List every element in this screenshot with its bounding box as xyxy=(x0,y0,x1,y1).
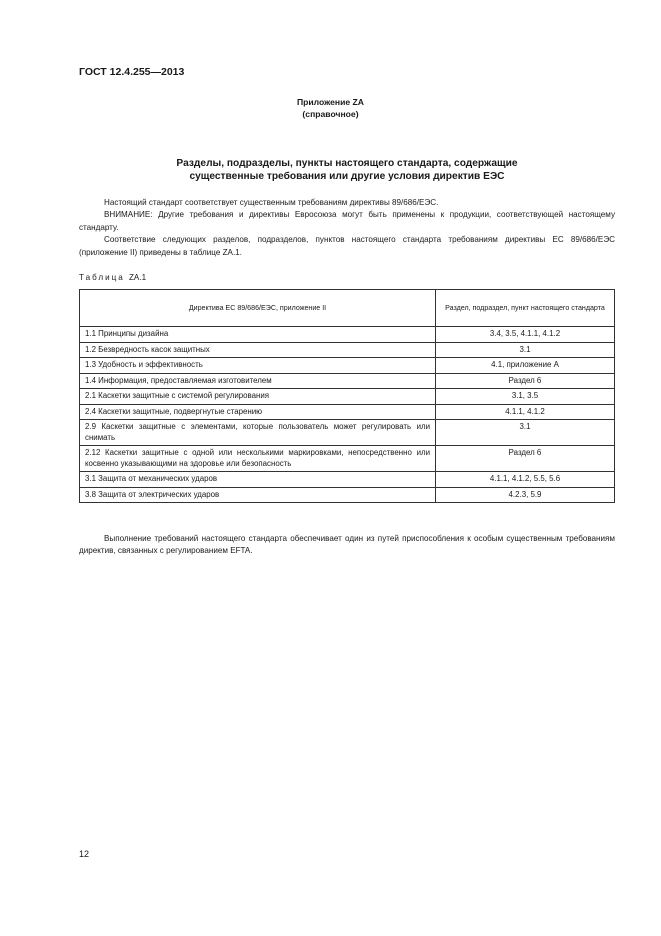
table-row xyxy=(80,472,615,488)
intro-paragraph-1: Настоящий стандарт соответствует существенным требованиям директивы 89/686/ЕЭС. xyxy=(104,198,439,207)
table-za1 xyxy=(79,289,615,503)
cell-section: 3.1 xyxy=(436,420,615,446)
outro-paragraph-1: Выполнение требований настоящего стандарта обеспечивает один из путей приспособления к особым существенным требованиям директив, связанных с регулированием EFTA. xyxy=(79,534,615,556)
cell-section: 3.1, 3.5 xyxy=(436,389,615,405)
cell-directive: 2.9 Каскетки защитные с элементами, которые пользователь может регулировать или снимать xyxy=(80,420,436,446)
cell-directive: 2.1 Каскетки защитные с системой регулирования xyxy=(80,389,436,405)
annex-heading xyxy=(0,96,661,120)
table-row xyxy=(80,389,615,405)
table-row xyxy=(80,446,615,472)
annex-status: (справочное) xyxy=(302,109,359,119)
cell-section: 4.1.1, 4.1.2, 5.5, 5.6 xyxy=(436,472,615,488)
cell-directive: 1.1 Принципы дизайна xyxy=(80,327,436,343)
intro-paragraph-3: Соответствие следующих разделов, подразделов, пунктов настоящего стандарта требованиям директивы ЕС 89/686/ЕЭС (приложение II) приведены в таблице ZA.1. xyxy=(79,235,615,257)
cell-directive: 2.12 Каскетки защитные с одной или несколькими маркировками, непосредственно или косвенно указывающими на здоровье или безопасность xyxy=(80,446,436,472)
main-title-line-1: Разделы, подразделы, пункты настоящего стандарта, содержащие xyxy=(176,158,518,169)
outro-text xyxy=(79,533,615,558)
header-directive: Директива ЕС 89/686/ЕЭС, приложение II xyxy=(80,290,436,327)
cell-section: 3.1 xyxy=(436,342,615,358)
header-section: Раздел, подраздел, пункт настоящего стандарта xyxy=(436,290,615,327)
table-row xyxy=(80,404,615,420)
cell-section: 4.1, приложение А xyxy=(436,358,615,374)
page-number: 12 xyxy=(79,849,90,859)
cell-directive: 1.4 Информация, предоставляемая изготовителем xyxy=(80,373,436,389)
main-title-line-2: существенные требования или другие условия директив ЕЭС xyxy=(189,171,505,182)
table-row xyxy=(80,342,615,358)
table-caption-label: Таблица xyxy=(79,273,125,282)
table-header-row xyxy=(80,290,615,327)
cell-section: 4.1.1, 4.1.2 xyxy=(436,404,615,420)
intro-text xyxy=(79,197,615,259)
table-row xyxy=(80,420,615,446)
table-row xyxy=(80,373,615,389)
cell-directive: 2.4 Каскетки защитные, подвергнутые старению xyxy=(80,404,436,420)
intro-paragraph-2: ВНИМАНИЕ: Другие требования и директивы Евросоюза могут быть применены к продукции, соответствующей настоящему стандарту. xyxy=(79,210,615,232)
table-row xyxy=(80,327,615,343)
cell-directive: 1.3 Удобность и эффективность xyxy=(80,358,436,374)
table-caption-number: ZA.1 xyxy=(128,273,147,282)
main-title xyxy=(80,157,614,183)
cell-directive: 3.8 Защита от электрических ударов xyxy=(80,487,436,503)
cell-section: Раздел 6 xyxy=(436,373,615,389)
table-row xyxy=(80,358,615,374)
cell-directive: 1.2 Безвредность касок защитных xyxy=(80,342,436,358)
cell-section: 3.4, 3.5, 4.1.1, 4.1.2 xyxy=(436,327,615,343)
table-caption xyxy=(79,273,146,282)
annex-title: Приложение ZA xyxy=(296,97,365,107)
document-code: ГОСТ 12.4.255—2013 xyxy=(79,66,185,78)
cell-section: Раздел 6 xyxy=(436,446,615,472)
table-row xyxy=(80,487,615,503)
cell-directive: 3.1 Защита от механических ударов xyxy=(80,472,436,488)
cell-section: 4.2.3, 5.9 xyxy=(436,487,615,503)
